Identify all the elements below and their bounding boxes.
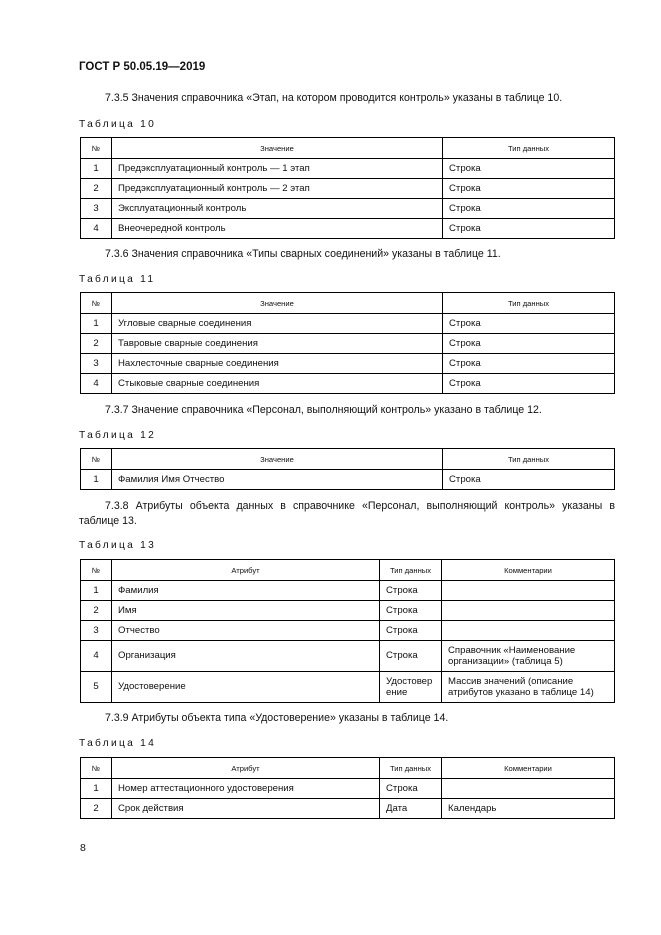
cell-data-type: Строка <box>443 179 615 199</box>
row-number: 2 <box>81 799 112 819</box>
row-number: 4 <box>81 374 112 394</box>
row-number: 3 <box>81 621 112 641</box>
cell-comment <box>442 779 615 799</box>
table-12 <box>80 448 615 490</box>
table-11-caption: Таблица 11 <box>79 274 156 285</box>
row-number: 2 <box>81 179 112 199</box>
column-header: Тип данных <box>443 449 615 470</box>
row-number: 1 <box>81 314 112 334</box>
row-number: 1 <box>81 159 112 179</box>
table-10-caption: Таблица 10 <box>79 119 157 130</box>
cell-data-type: Строка <box>380 581 442 601</box>
cell-value: Нахлесточные сварные соединения <box>112 354 443 374</box>
row-number: 3 <box>81 354 112 374</box>
cell-comment <box>442 621 615 641</box>
table-row <box>81 581 615 601</box>
cell-attribute: Имя <box>112 601 380 621</box>
table-row <box>81 219 615 239</box>
cell-data-type: Удостоверение <box>380 672 442 703</box>
cell-data-type: Строка <box>443 334 615 354</box>
table-14 <box>80 757 615 819</box>
cell-value: Предэксплуатационный контроль — 1 этап <box>112 159 443 179</box>
row-number: 2 <box>81 334 112 354</box>
cell-attribute: Номер аттестационного удостоверения <box>112 779 380 799</box>
table-11 <box>80 292 615 394</box>
table-header-row <box>81 138 615 159</box>
cell-attribute: Организация <box>112 641 380 672</box>
column-header: Тип данных <box>443 138 615 159</box>
column-header: Значение <box>112 449 443 470</box>
row-number: 2 <box>81 601 112 621</box>
column-header: № <box>81 138 112 159</box>
table-header-row <box>81 758 615 779</box>
column-header: Атрибут <box>112 758 380 779</box>
row-number: 1 <box>81 470 112 490</box>
cell-attribute: Фамилия <box>112 581 380 601</box>
document-header: ГОСТ Р 50.05.19—2019 <box>79 61 206 73</box>
cell-data-type: Строка <box>443 314 615 334</box>
table-row <box>81 621 615 641</box>
cell-comment: Справочник «Наименование организации» (таблица 5) <box>442 641 615 672</box>
row-number: 5 <box>81 672 112 703</box>
table-row <box>81 601 615 621</box>
table-header-row <box>81 293 615 314</box>
cell-data-type: Строка <box>443 354 615 374</box>
cell-data-type: Строка <box>380 779 442 799</box>
cell-value: Стыковые сварные соединения <box>112 374 443 394</box>
cell-value: Тавровые сварные соединения <box>112 334 443 354</box>
table-10 <box>80 137 615 239</box>
table-row <box>81 199 615 219</box>
column-header: № <box>81 560 112 581</box>
cell-data-type: Строка <box>380 621 442 641</box>
row-number: 4 <box>81 641 112 672</box>
column-header: Атрибут <box>112 560 380 581</box>
cell-comment: Массив значений (описание атрибутов указано в таблице 14) <box>442 672 615 703</box>
table-header-row <box>81 449 615 470</box>
cell-value: Угловые сварные соединения <box>112 314 443 334</box>
paragraph-7-3-9: 7.3.9 Атрибуты объекта типа «Удостоверение» указаны в таблице 14. <box>105 712 449 724</box>
cell-value: Предэксплуатационный контроль — 2 этап <box>112 179 443 199</box>
cell-comment <box>442 581 615 601</box>
column-header: Тип данных <box>380 560 442 581</box>
table-header-row <box>81 560 615 581</box>
cell-data-type: Строка <box>443 470 615 490</box>
cell-data-type: Строка <box>380 601 442 621</box>
table-row <box>81 672 615 703</box>
row-number: 1 <box>81 581 112 601</box>
column-header: Комментарии <box>442 560 615 581</box>
table-13-caption: Таблица 13 <box>79 540 157 551</box>
cell-attribute: Отчество <box>112 621 380 641</box>
table-row <box>81 779 615 799</box>
table-row <box>81 354 615 374</box>
cell-comment: Календарь <box>442 799 615 819</box>
cell-data-type: Строка <box>443 159 615 179</box>
table-row <box>81 470 615 490</box>
table-13 <box>80 559 615 703</box>
cell-comment <box>442 601 615 621</box>
column-header: Значение <box>112 293 443 314</box>
cell-data-type: Строка <box>380 641 442 672</box>
table-row <box>81 374 615 394</box>
paragraph-7-3-8: 7.3.8 Атрибуты объекта данных в справочнике «Персонал, выполняющий контроль» указаны в таблице 13. <box>79 500 615 527</box>
table-12-caption: Таблица 12 <box>79 430 157 441</box>
cell-value: Внеочередной контроль <box>112 219 443 239</box>
page-number: 8 <box>80 842 86 854</box>
table-row <box>81 159 615 179</box>
cell-data-type: Дата <box>380 799 442 819</box>
column-header: Значение <box>112 138 443 159</box>
cell-value: Эксплуатационный контроль <box>112 199 443 219</box>
column-header: Тип данных <box>443 293 615 314</box>
row-number: 3 <box>81 199 112 219</box>
row-number: 1 <box>81 779 112 799</box>
table-row <box>81 314 615 334</box>
column-header: Тип данных <box>380 758 442 779</box>
table-row <box>81 641 615 672</box>
paragraph-7-3-5: 7.3.5 Значения справочника «Этап, на котором проводится контроль» указаны в таблице 10. <box>105 92 563 104</box>
paragraph-7-3-6: 7.3.6 Значения справочника «Типы сварных соединений» указаны в таблице 11. <box>105 248 501 260</box>
column-header: Комментарии <box>442 758 615 779</box>
cell-attribute: Удостоверение <box>112 672 380 703</box>
column-header: № <box>81 449 112 470</box>
row-number: 4 <box>81 219 112 239</box>
cell-data-type: Строка <box>443 374 615 394</box>
cell-data-type: Строка <box>443 199 615 219</box>
table-row <box>81 799 615 819</box>
paragraph-7-3-7: 7.3.7 Значение справочника «Персонал, выполняющий контроль» указано в таблице 12. <box>105 404 542 416</box>
table-14-caption: Таблица 14 <box>79 738 157 749</box>
cell-value: Фамилия Имя Отчество <box>112 470 443 490</box>
cell-data-type: Строка <box>443 219 615 239</box>
cell-attribute: Срок действия <box>112 799 380 819</box>
column-header: № <box>81 758 112 779</box>
column-header: № <box>81 293 112 314</box>
table-row <box>81 179 615 199</box>
table-row <box>81 334 615 354</box>
